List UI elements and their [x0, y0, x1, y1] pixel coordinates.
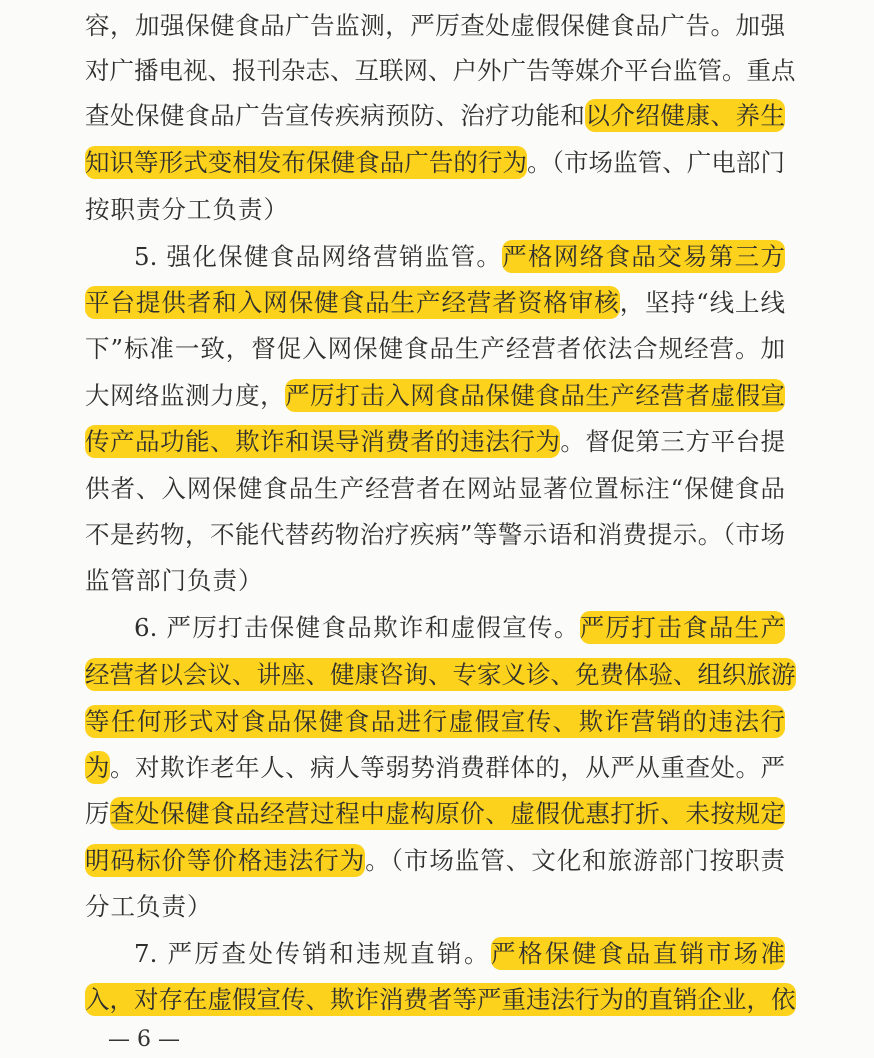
text-line: [85, 557, 785, 605]
text-segment: 。对欺诈老年人、病人等弱势消费群体的，从严从重查处。严: [110, 753, 786, 782]
text-segment: 容，加强保健食品广告监测，严厉查处虚假保健食品广告。加强: [85, 11, 785, 40]
page-number: — 6 —: [108, 1027, 180, 1052]
highlighted-text: 严厉打击食品生产: [579, 613, 786, 642]
text-line: [85, 883, 785, 931]
text-line: [85, 744, 785, 792]
text-line: [85, 2, 785, 50]
text-segment: 查处保健食品广告宣传疾病预防、治疗功能和: [85, 101, 586, 130]
text-line: [85, 372, 785, 420]
text-line: [85, 279, 785, 327]
highlighted-text: 明码标价等价格违法行为: [85, 846, 366, 875]
text-segment: 。（市场监管、文化和旅游部门按职责: [365, 846, 786, 875]
text-line: [85, 837, 785, 885]
text-line: [85, 92, 785, 140]
text-line: [85, 139, 785, 187]
text-segment: 厉: [85, 799, 111, 828]
text-segment: 按职责分工负责）: [85, 195, 289, 224]
highlighted-text: 以介绍健康、养生: [585, 101, 786, 130]
highlighted-text: 知识等形式变相发布保健食品广告的行为: [85, 148, 528, 177]
text-segment: 分工负责）: [85, 892, 213, 921]
text-line: [85, 325, 785, 373]
highlighted-text: 为: [85, 753, 111, 782]
text-segment: 下”标准一致，督促入网保健食品生产经营者依法合规经营。加: [85, 334, 785, 363]
highlighted-text: 传产品功能、欺诈和误导消费者的违法行为: [85, 427, 561, 456]
text-line: [85, 418, 785, 466]
text-line: [85, 651, 796, 699]
text-segment: 监管部门负责）: [85, 566, 264, 595]
text-segment: 大网络监测力度，: [85, 381, 286, 410]
text-segment: 不是药物，不能代替药物治疗疾病”等警示语和消费提示。（市场: [85, 520, 785, 549]
text-segment: 。（市场监管、广电部门: [527, 148, 785, 177]
highlighted-text: 严格网络食品交易第三方: [502, 242, 785, 271]
highlighted-text: 经营者以会议、讲座、健康咨询、专家义诊、免费体验、组织旅游: [85, 660, 796, 689]
text-segment: 6. 严厉打击保健食品欺诈和虚假宣传。: [134, 613, 580, 642]
highlighted-text: 严格保健食品直销市场准: [491, 939, 785, 968]
text-line: [85, 465, 785, 513]
text-line: [85, 511, 785, 559]
text-line: [85, 698, 785, 746]
highlighted-text: 查处保健食品经营过程中虚构原价、虚假优惠打折、未按规定: [110, 799, 786, 828]
highlighted-text: 平台提供者和入网保健食品生产经营者资格审核: [85, 288, 620, 317]
text-segment: 7. 严厉查处传销和违规直销。: [134, 939, 491, 968]
text-segment: 供者、入网保健食品生产经营者在网站显著位置标注“保健食品: [85, 474, 785, 503]
highlighted-text: 严厉打击入网食品保健食品生产经营者虚假宣: [285, 381, 786, 410]
text-line: [85, 233, 785, 281]
text-line: [85, 604, 785, 652]
text-segment: 5. 强化保健食品网络营销监管。: [134, 242, 503, 271]
highlighted-text: 入，对存在虚假宣传、欺诈消费者等严重违法行为的直销企业，依: [85, 985, 796, 1014]
text-line: [85, 186, 785, 234]
highlighted-text: 等任何形式对食品保健食品进行虚假宣传、欺诈营销的违法行: [85, 707, 785, 736]
text-segment: ，坚持“线上线: [619, 288, 785, 317]
text-line: [85, 930, 785, 978]
text-segment: 对广播电视、报刊杂志、互联网、户外广告等媒介平台监管。重点: [85, 56, 796, 85]
text-segment: 。督促第三方平台提: [560, 427, 786, 456]
text-line: [85, 790, 785, 838]
text-line: [85, 976, 796, 1024]
text-line: [85, 47, 796, 95]
